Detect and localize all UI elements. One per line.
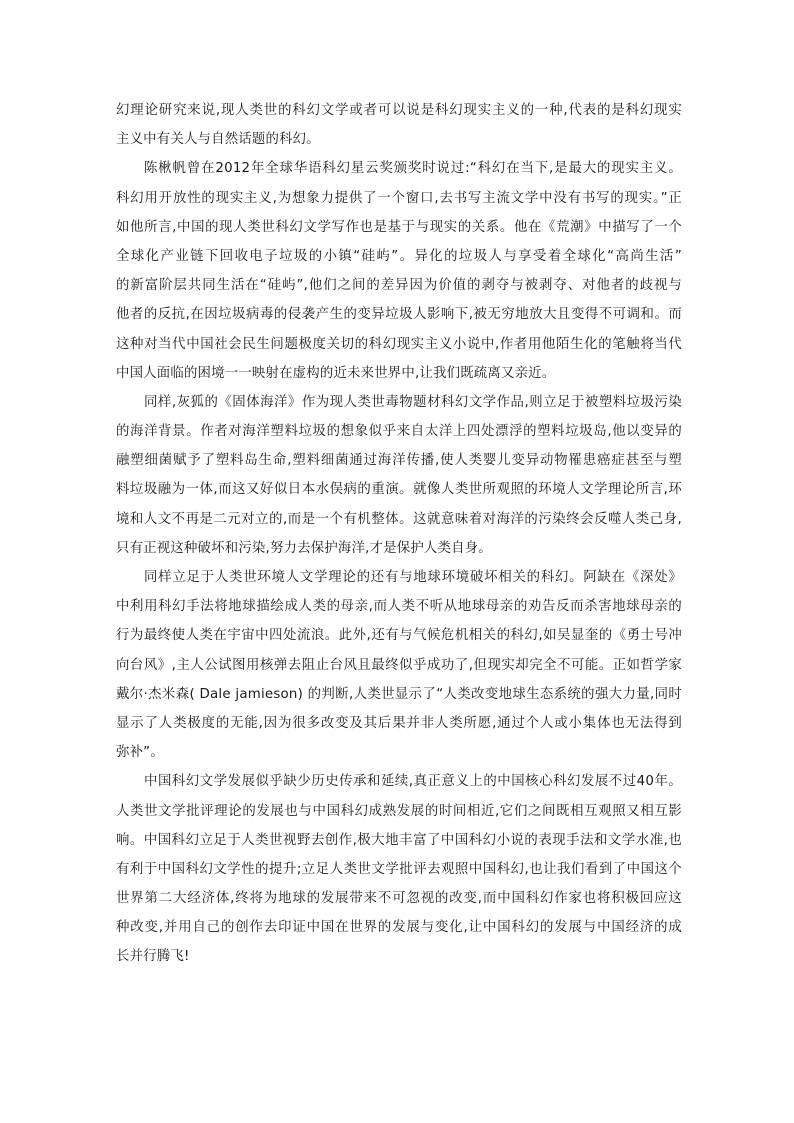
text-line: 的海洋背景。作者对海洋塑料垃圾的想象似乎来自太洋上四处漂浮的塑料垃圾岛,他以变异的 xyxy=(116,424,682,440)
text-line: 主义中有关人与自然话题的科幻。 xyxy=(116,132,320,148)
text-line: 同样立足于人类世环境人文学理论的还有与地球环境破坏相关的科幻。阿缺在《深处》 xyxy=(144,570,682,585)
document-body xyxy=(116,96,682,972)
text-line: 只有正视这种破坏和污染,努力去保护海洋,才是保护人类自身。 xyxy=(116,540,492,556)
text-line: 种改变,并用自己的创作去印证中国在世界的发展与变化,让中国科幻的发展与中国经济的成 xyxy=(116,920,682,936)
text-line: 中利用科幻手法将地球描绘成人类的母亲,而人类不听从地球母亲的劝告反而杀害地球母亲的 xyxy=(116,599,682,615)
text-line: 行为最终使人类在宇宙中四处流浪。此外,还有与气候危机相关的科幻,如吴显奎的《勇士号冲 xyxy=(116,628,682,644)
paragraph xyxy=(116,388,682,563)
text-line: 中国人面临的困境一一映射在虚构的近未来世界中,让我们既疏离又亲近。 xyxy=(116,365,556,381)
text-line: 戴尔·杰米森( Dale jamieson) 的判断,人类世显示了“人类改变地球生态系统的强大力量,同时 xyxy=(116,686,682,702)
text-line: 人类世文学批评理论的发展也与中国科幻成熟发展的时间相近,它们之间既相互观照又相互影 xyxy=(116,803,682,819)
text-line: 的新富阶层共同生活在“硅屿”,他们之间的差异因为价值的剥夺与被剥夺、对他者的歧视与 xyxy=(116,278,682,294)
text-line: 境和人文不再是二元对立的,而是一个有机整体。这就意味着对海洋的污染终会反噬人类己身, xyxy=(116,511,682,527)
text-line: 有利于中国科幻文学性的提升;立足人类世文学批评去观照中国科幻,也让我们看到了中国这个 xyxy=(116,861,682,877)
paragraph xyxy=(116,563,682,767)
text-line: 世界第二大经济体,终将为地球的发展带来不可忽视的改变,而中国科幻作家也将积极回应这 xyxy=(116,891,682,907)
text-line: 中国科幻文学发展似乎缺少历史传承和延续,真正意义上的中国核心科幻发展不过40年。 xyxy=(144,774,682,790)
paragraph xyxy=(116,767,682,971)
text-line: 如他所言,中国的现人类世科幻文学写作也是基于与现实的关系。他在《荒潮》中描写了一个 xyxy=(116,219,682,235)
text-line: 幻理论研究来说,现人类世的科幻文学或者可以说是科幻现实主义的一种,代表的是科幻现实 xyxy=(116,103,682,118)
text-line: 这种对当代中国社会民生问题极度关切的科幻现实主义小说中,作者用他陌生化的笔触将当代 xyxy=(116,336,682,352)
text-line: 融塑细菌赋予了塑料岛生命,塑料细菌通过海洋传播,使人类婴儿变异动物罹患癌症甚至与塑 xyxy=(116,453,682,469)
text-line: 同样,灰狐的《固体海洋》作为现人类世毒物题材科幻文学作品,则立足于被塑料垃圾污染 xyxy=(144,394,682,410)
paragraph xyxy=(116,154,682,388)
text-line: 显示了人类极度的无能,因为很多改变及其后果并非人类所愿,通过个人或小集体也无法得到 xyxy=(116,715,682,731)
text-line: 他者的反抗,在因垃圾病毒的侵袭产生的变异垃圾人影响下,被无穷地放大且变得不可调和。而 xyxy=(116,307,682,323)
text-line: 料垃圾融为一体,而这又好似日本水俣病的重演。就像人类世所观照的环境人文学理论所言,环 xyxy=(116,482,682,498)
text-line: 向台风》,主人公试图用核弹去阻止台风且最终似乎成功了,但现实却完全不可能。正如哲学家 xyxy=(116,657,682,673)
text-line: 响。中国科幻立足于人类世视野去创作,极大地丰富了中国科幻小说的表现手法和文学水准,也 xyxy=(116,832,682,848)
text-line: 陈楸帆曾在2012年全球华语科幻星云奖颁奖时说过:“科幻在当下,是最大的现实主义。 xyxy=(144,161,682,177)
text-line: 长并行腾飞! xyxy=(116,949,190,965)
text-line: 科幻用开放性的现实主义,为想象力提供了一个窗口,去书写主流文学中没有书写的现实。”正 xyxy=(116,190,682,206)
text-line: 弥补”。 xyxy=(116,745,164,761)
paragraph xyxy=(116,96,682,154)
text-line: 全球化产业链下回收电子垃圾的小镇“硅屿”。异化的垃圾人与享受着全球化“高尚生活” xyxy=(116,248,682,264)
